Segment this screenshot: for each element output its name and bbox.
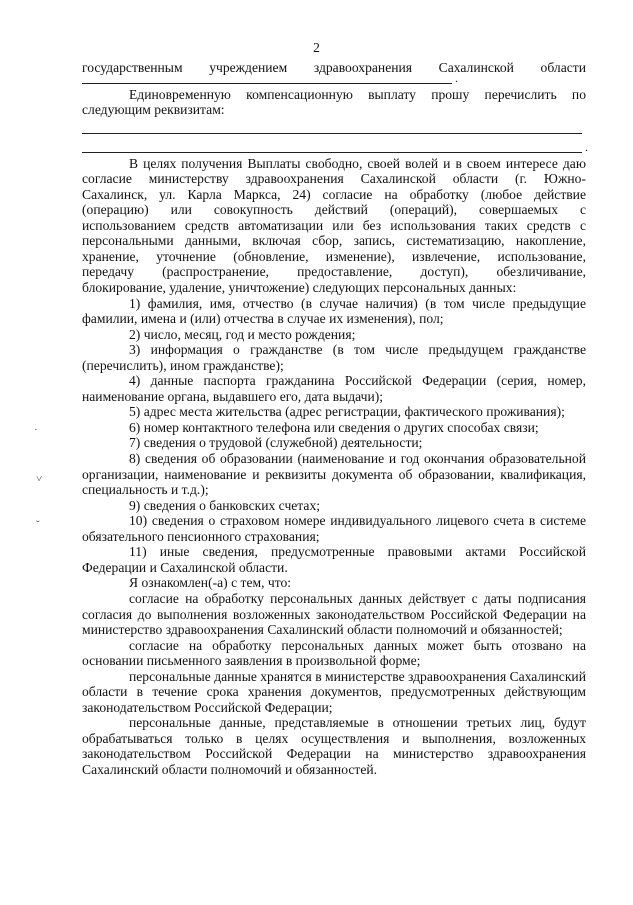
list-item: 1) фамилия, имя, отчество (в случае наличия) (в том числе предыдущие фамилии, имена и (или) отчества в случае их изменения), пол; — [82, 295, 586, 327]
list-item: 6) номер контактного телефона или сведения о других способах связи; — [129, 419, 539, 435]
list-item: 2) число, месяц, год и место рождения; — [129, 326, 356, 342]
list-item: 9) сведения о банковских счетах; — [129, 497, 321, 513]
document-body — [82, 60, 586, 778]
scan-mark: ˇ — [36, 519, 40, 531]
list-item: 3) информация о гражданстве (в том числе предыдущем гражданстве (перечислить), ином гражданстве); — [82, 342, 586, 373]
consent-line: использованием средств автоматизации или без использования таких средств с — [82, 217, 586, 233]
consent-line: (операцию) или совокупность действий (операций), совершаемых с — [82, 202, 586, 218]
consent-paragraph — [82, 156, 586, 296]
list-item: 5) адрес места жительства (адрес регистрации, фактического проживания); — [129, 404, 565, 420]
page-number: 2 — [313, 40, 320, 55]
consent-line: передачу (распространение, предоставление, доступ), обезличивание, — [82, 264, 586, 280]
statement: персональные данные хранятся в министерстве здравоохранения Сахалинский области в течение срока хранения документов, предусмотренных действующим законодательством Российской Федерации; — [82, 668, 586, 715]
header-line: государственным учреждением здравоохранения Сахалинской области — [82, 60, 586, 75]
consent-line: согласие министерству здравоохранения Сахалинской области (г. Южно- — [82, 171, 586, 187]
payment-request: Единовременную компенсационную выплату прошу перечислить по следующим реквизитам: — [82, 86, 586, 118]
consent-line: В целях получения Выплаты свободно, своей волей и в своем интересе даю — [129, 155, 586, 171]
blank-line-2 — [82, 126, 582, 134]
list-item: 7) сведения о трудовой (служебной) деятельности; — [129, 435, 423, 451]
consent-line: блокирование, удаление, уничтожение) следующих персональных данных: — [82, 280, 517, 296]
blank-line-3: . — [82, 145, 582, 153]
consent-line: персональными данными, включая сбор, запись, систематизацию, накопление, — [82, 233, 586, 249]
blank-line-1: . — [82, 76, 452, 84]
list-item: 4) данные паспорта гражданина Российской Федерации (серия, номер, наименование органа, выдавшего его, дата выдачи); — [82, 373, 586, 404]
list-item: 10) сведения о страховом номере индивидуального лицевого счета в системе обязательного пенсионного страхования; — [82, 513, 586, 544]
list-item: 8) сведения об образовании (наименование и год окончания образовательной организации, наименование и реквизиты документа об образовании, квалификация, специальность и т.д.); — [82, 451, 586, 498]
statement: согласие на обработку персональных данных может быть отозвано на основании письменного заявления в произвольной форме; — [82, 637, 586, 669]
statement: согласие на обработку персональных данных действует с даты подписания согласия до выполнения возложенных законодательством Российской Федерации на министерство здравоохранения Сахалинский области полномочий и обязанностей; — [82, 590, 586, 638]
consent-line: хранение, уточнение (обновление, изменение), извлечение, использование, — [82, 248, 586, 264]
scan-mark: ˙ — [34, 427, 38, 439]
consent-line: Сахалинск, ул. Карла Маркса, 24) согласие на обработку (любое действие — [82, 186, 586, 202]
statement: персональные данные, представляемые в отношении третьих лиц, будут обрабатываться только в целях осуществления и выполнения, возложенных законодательством Российской Федерации на министерство здравоохранения Сахалинский области полномочий и обязанностей. — [82, 715, 586, 777]
list-item: 11) иные сведения, предусмотренные правовыми актами Российской Федерации и Сахалинской области. — [82, 544, 586, 575]
acknowledged-heading: Я ознакомлен(-а) с тем, что: — [129, 575, 292, 591]
scan-mark: ˅ — [36, 473, 43, 485]
